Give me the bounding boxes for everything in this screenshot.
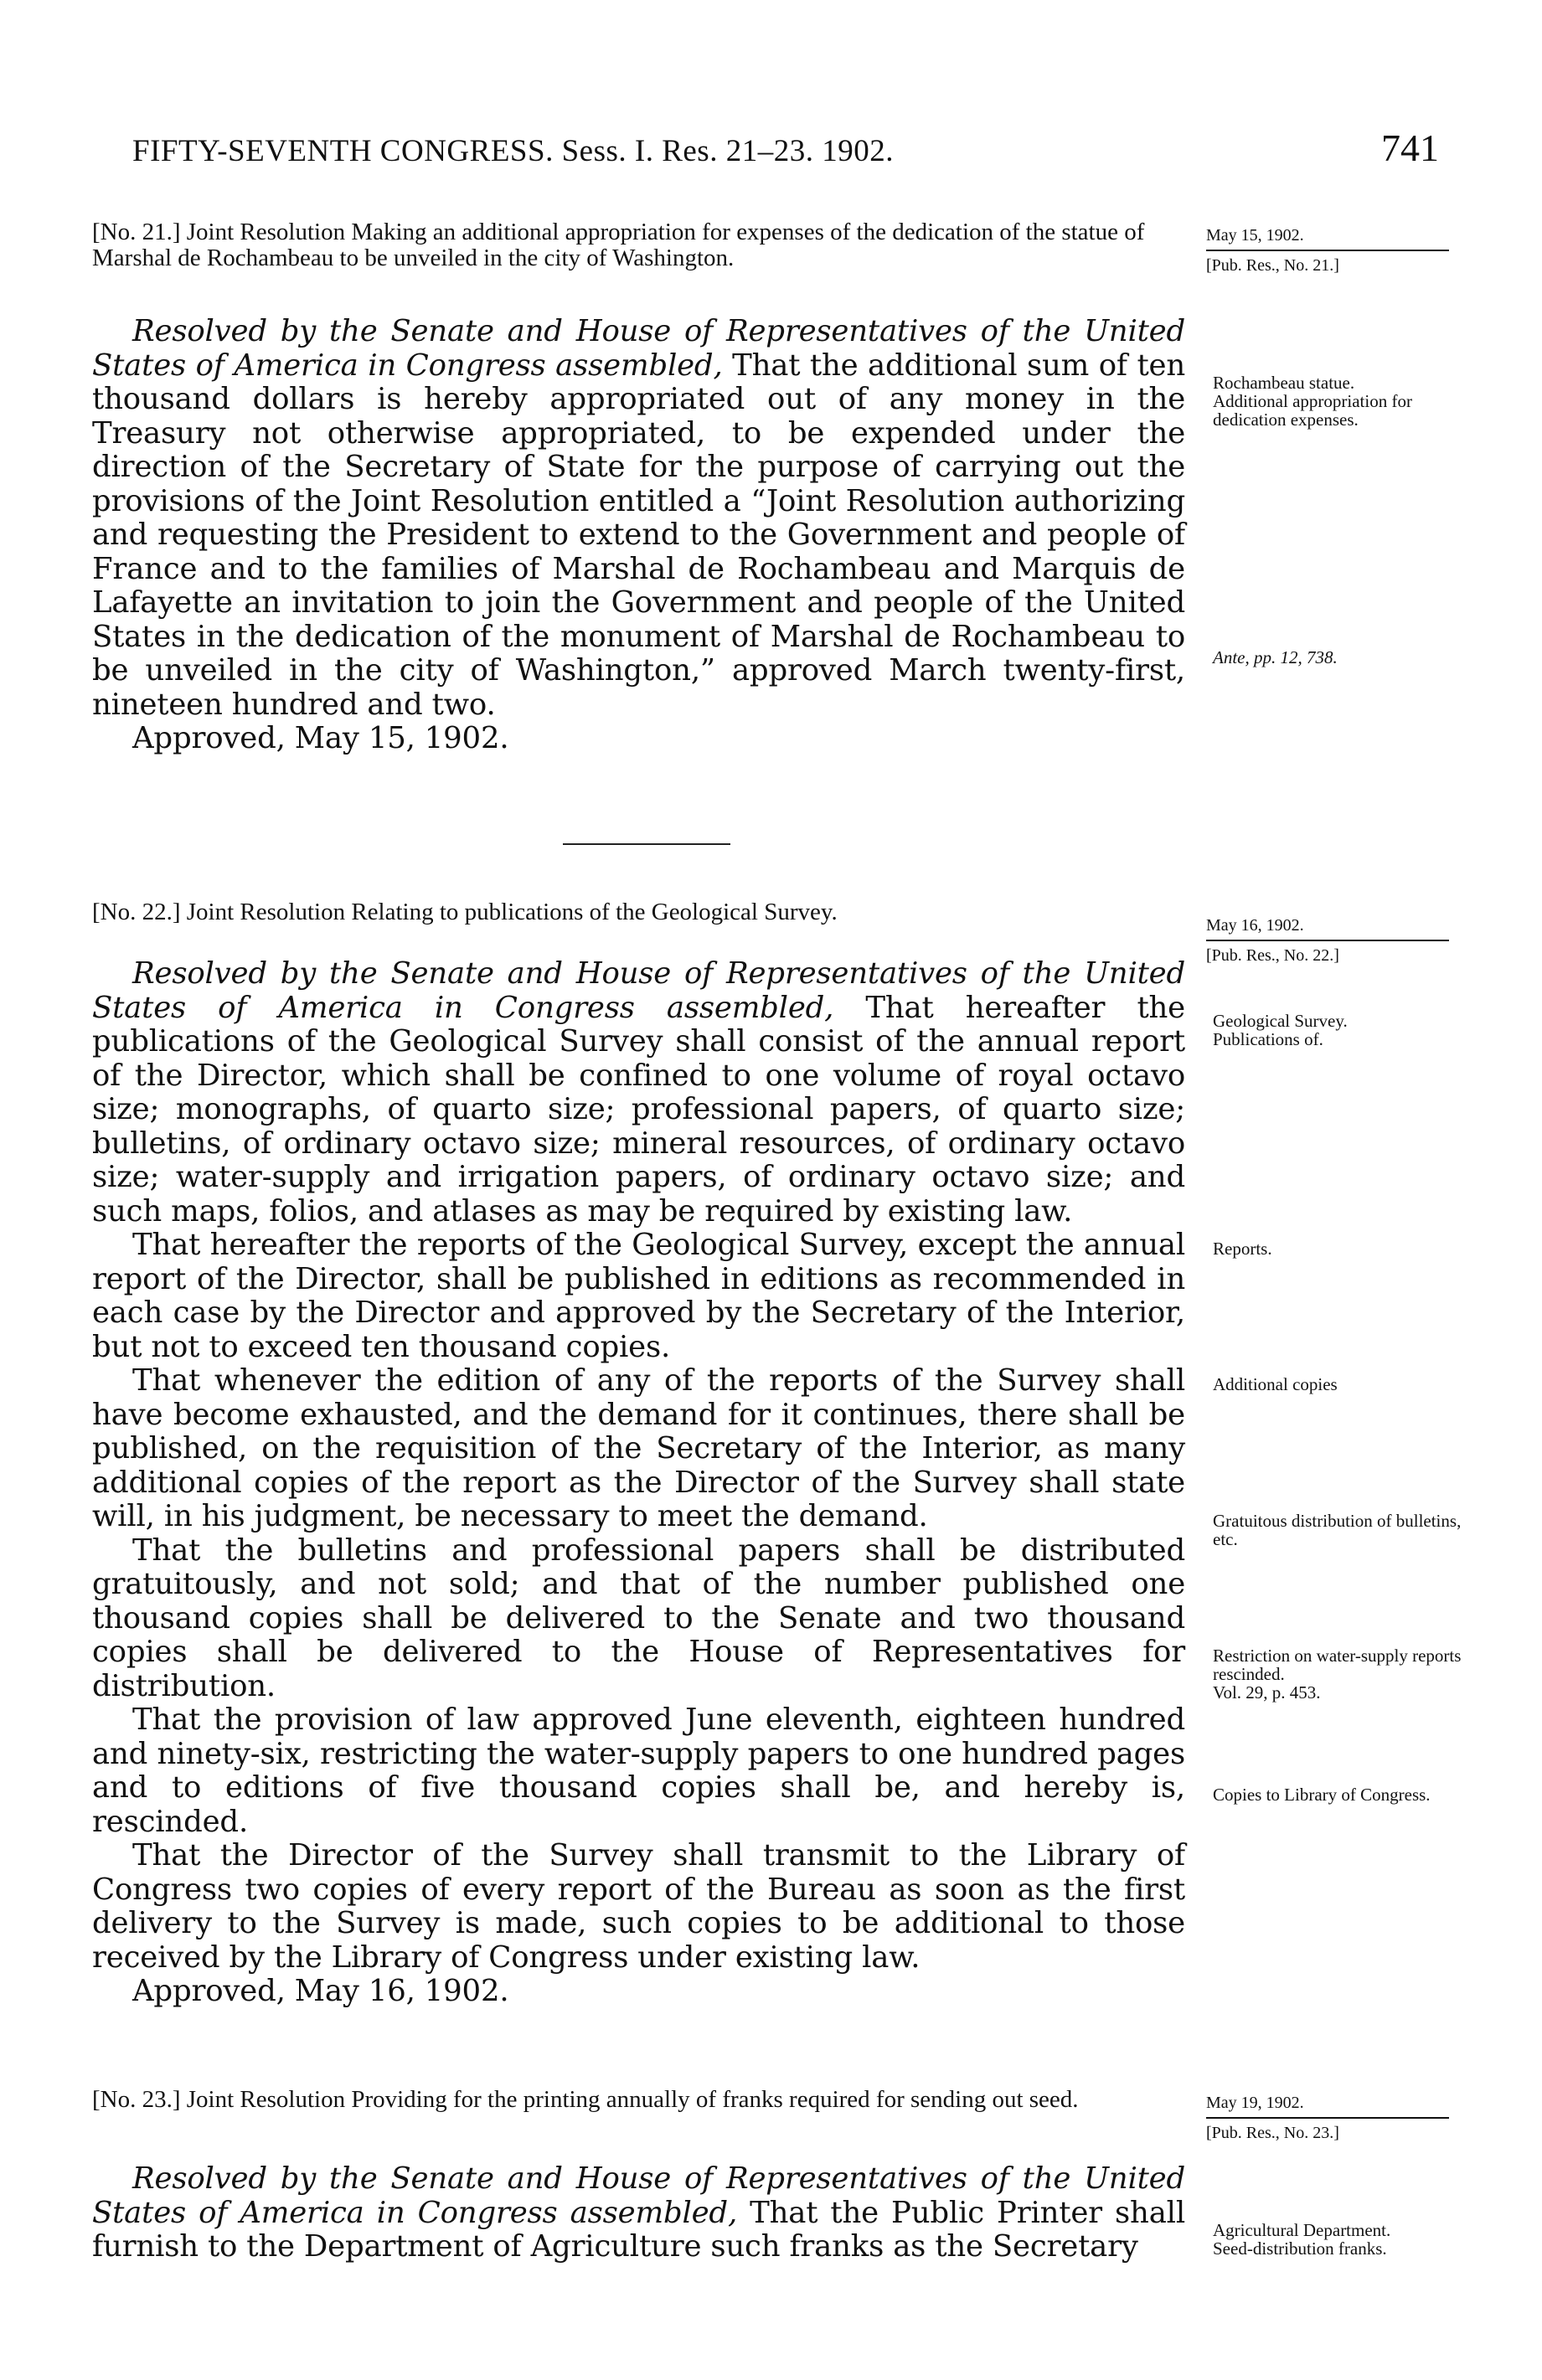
resolution-number: [No. 23.] [92, 2086, 181, 2113]
resolution-number: [No. 22.] [92, 899, 181, 925]
resolution-paragraph [92, 315, 1185, 722]
margin-note-body: Seed-distribution franks. [1213, 2238, 1387, 2259]
section-divider [563, 843, 730, 845]
margin-note-title: Rochambeau statue. [1213, 373, 1355, 393]
resolution-22-heading [92, 899, 1181, 925]
margin-note-ante: Ante, pp. 12, 738. [1213, 647, 1338, 667]
running-title: FIFTY-SEVENTH CONGRESS. Sess. I. Res. 21–23. 1902. [132, 134, 894, 168]
public-resolution-number: [Pub. Res., No. 21.] [1206, 250, 1449, 275]
resolution-number: [No. 21.] [92, 219, 181, 245]
enacting-clause: Resolved by the Senate and House of Representatives of the United States of America in Congress assembled, [92, 2161, 1185, 2230]
margin-note-restriction [1213, 1646, 1481, 1702]
enacting-clause: Resolved by the Senate and House of Representatives of the United States of America in Congress assembled, [92, 314, 1185, 383]
margin-note-title: Geological Survey. [1213, 1011, 1348, 1031]
resolution-23-heading [92, 2087, 1181, 2113]
resolution-title: Joint Resolution Making an additional appropriation for expenses of the dedication of the statue of Marshal de Rochambeau to be unveiled in the city of Washington. [92, 219, 1145, 271]
running-head [132, 126, 1439, 193]
resolution-paragraph: That whenever the edition of any of the reports of the Survey shall have become exhausted, and the demand for it continues, there shall be published, on the requisition of the Secretary of the Interior, as many additional copies of the report as the Director of the Survey shall state will, in his judgment, be necessary to meet the demand. [92, 1363, 1185, 1533]
resolution-date: May 15, 1902. [1206, 226, 1304, 245]
resolution-paragraph [92, 957, 1185, 1229]
public-resolution-number: [Pub. Res., No. 23.] [1206, 2117, 1449, 2142]
resolution-date: May 19, 1902. [1206, 2094, 1304, 2112]
margin-note-title: Agricultural Department. [1213, 2220, 1391, 2240]
resolution-23-date-block [1206, 2094, 1483, 2142]
approval-line: Approved, May 16, 1902. [132, 1974, 509, 2008]
margin-note-gratuitous-distribution: Gratuitous distribution of bulletins, etc. [1213, 1511, 1462, 1549]
paragraph-text: That hereafter the publications of the Geological Survey shall consist of the annual report of the Director, which shall be confined to one volume of royal octavo size; monographs, of quarto size; professional papers, of quarto size; bulletins, of ordinary octavo size; mineral resources, of ordinary octavo size; water-supply and irrigation papers, of ordinary octavo size; and such maps, folios, and atlases as may be required by existing law. [92, 990, 1185, 1229]
margin-note-geological-survey [1213, 1012, 1481, 1048]
resolution-paragraph: That the provision of law approved June eleventh, eighteen hundred and ninety-six, restricting the water-supply papers to one hundred pages and to editions of five thousand copies shall be, and hereby is, rescinded. [92, 1703, 1185, 1839]
resolution-paragraph: That the Director of the Survey shall transmit to the Library of Congress two copies of every report of the Bureau as soon as the first delivery to the Survey is made, such copies to be additional to those received by the Library of Congress under existing law. [92, 1838, 1185, 1975]
margin-note-body: Additional appropriation for dedication expenses. [1213, 391, 1412, 430]
margin-note-reports: Reports. [1213, 1239, 1272, 1259]
margin-note-body: Publications of. [1213, 1029, 1323, 1049]
paragraph-text: That the additional sum of ten thousand dollars is hereby appropriated out of any money in the Treasury not otherwise appropriated, to be expended under the direction of the Secretary of State for the purpose of carrying out the provisions of the Joint Resolution entitled a “Joint Resolution authorizing and requesting the President to extend to the Government and people of France and to the families of Marshal de Rochambeau and Marquis de Lafayette an invitation to join the Government and people of the United States in the dedication of the monument of Marshal de Rochambeau to be unveiled in the city of Washington,” approved March twenty-first, nineteen hundred and two. [92, 348, 1185, 722]
resolution-paragraph [92, 2162, 1185, 2264]
approval-line: Approved, May 15, 1902. [132, 721, 509, 755]
resolution-21-heading [92, 219, 1181, 271]
resolution-21-body [92, 315, 1185, 756]
public-resolution-number: [Pub. Res., No. 22.] [1206, 940, 1449, 965]
margin-note-rochambeau [1213, 373, 1481, 429]
page-number: 741 [1381, 126, 1439, 169]
resolution-21-date-block [1206, 226, 1483, 275]
resolution-22-date-block [1206, 916, 1483, 965]
enacting-clause: Resolved by the Senate and House of Representatives of the United States of America in Congress assembled, [92, 956, 1185, 1025]
resolution-paragraph: That the bulletins and professional papers shall be distributed gratuitously, and not sold; and that of the number published one thousand copies shall be delivered to the Senate and two thousand copies shall be delivered to the House of Representatives for distribution. [92, 1533, 1185, 1703]
margin-note-citation: Vol. 29, p. 453. [1213, 1682, 1321, 1703]
resolution-date: May 16, 1902. [1206, 916, 1304, 935]
resolution-23-body [92, 2162, 1185, 2264]
margin-note-additional-copies: Additional copies [1213, 1374, 1338, 1394]
margin-note-agriculture [1213, 2221, 1481, 2258]
resolution-paragraph: That hereafter the reports of the Geological Survey, except the annual report of the Director, shall be published in editions as recommended in each case by the Director and approved by the Secretary of the Interior, but not to exceed ten thousand copies. [92, 1228, 1185, 1364]
margin-note-library-copies: Copies to Library of Congress. [1213, 1785, 1431, 1805]
resolution-title: Joint Resolution Providing for the printing annually of franks required for sending out seed. [186, 2086, 1079, 2113]
margin-note-body: Restriction on water-supply reports rescinded. [1213, 1646, 1462, 1684]
paragraph-text: That the Public Printer shall furnish to the Department of Agriculture such franks as the Secretary [92, 2195, 1185, 2264]
resolution-title: Joint Resolution Relating to publications of the Geological Survey. [186, 899, 838, 925]
resolution-22-body [92, 957, 1185, 2009]
